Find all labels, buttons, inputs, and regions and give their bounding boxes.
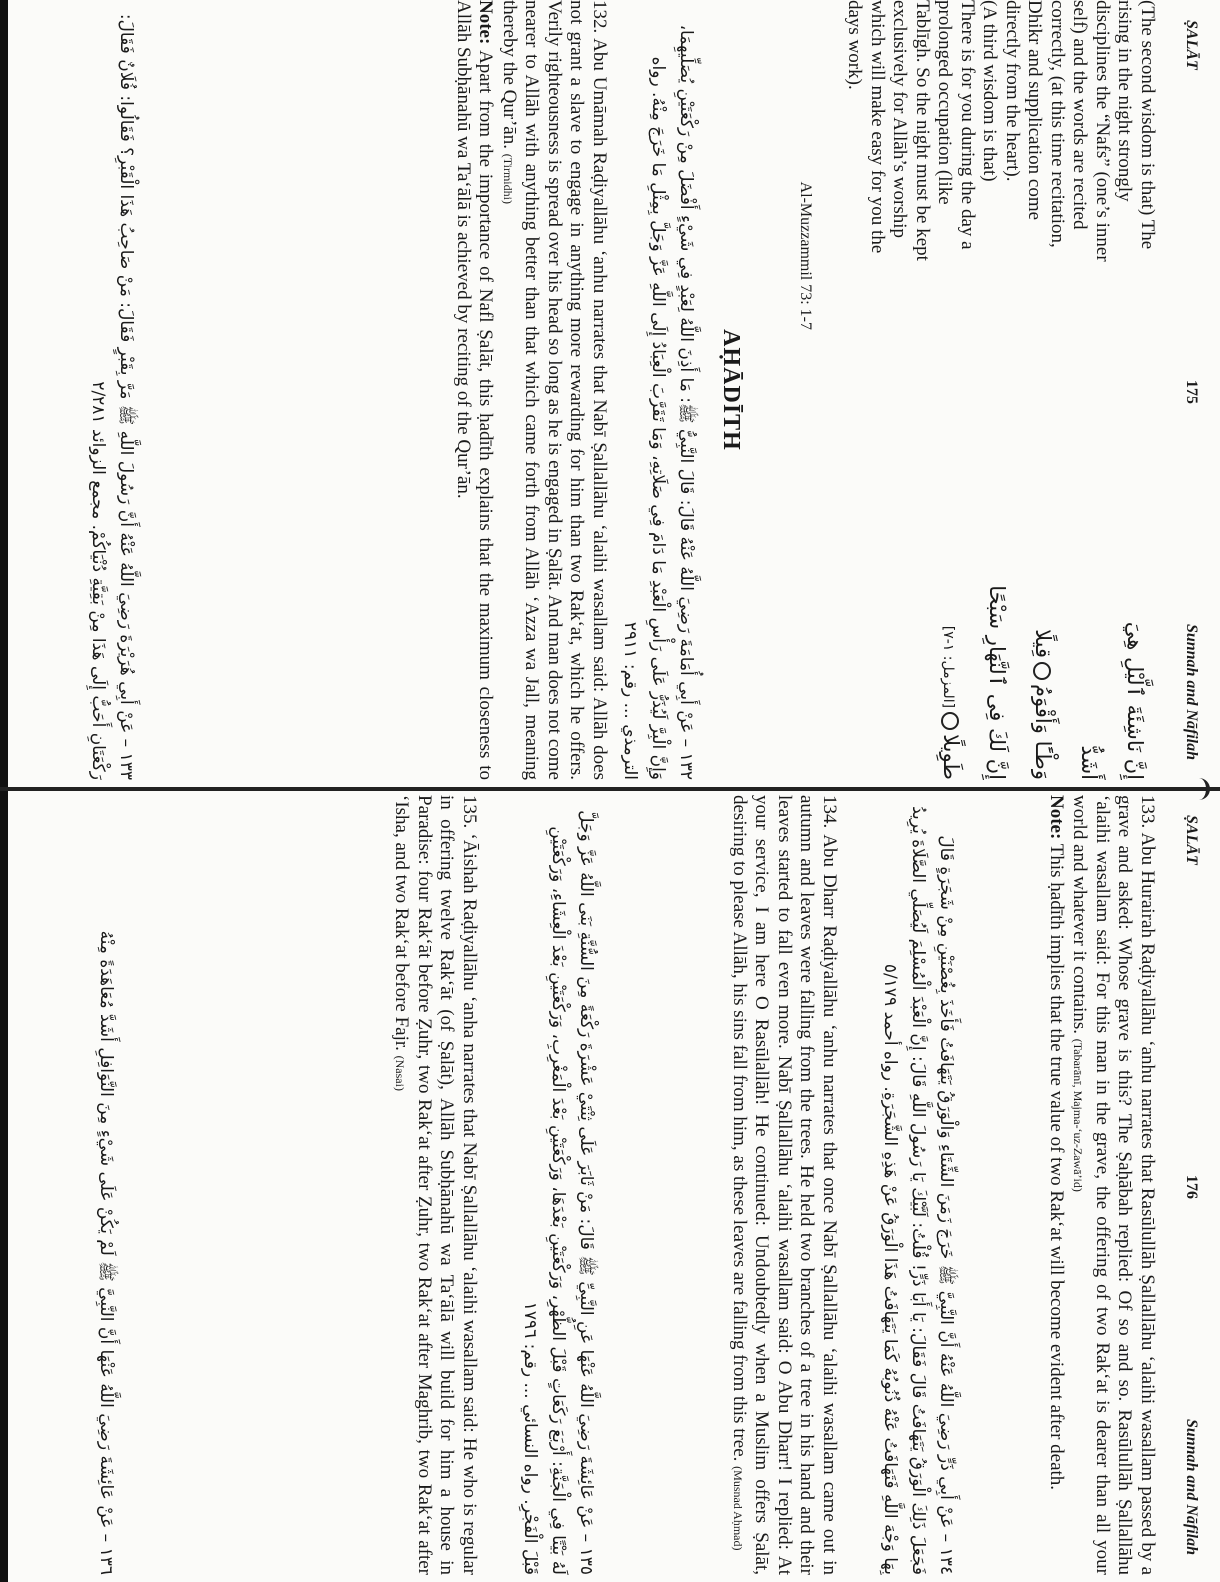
- wisdom-line: (A third wisdom is that): [979, 0, 1001, 182]
- wisdom-line: directly from the heart).: [1002, 0, 1023, 182]
- quran-arabic-line: طَوِيلًا[المزمل: ١-٧]: [939, 625, 963, 780]
- hadith-132-source: (Tirmidhi): [501, 153, 515, 204]
- page-175: [0, 0, 1220, 780]
- note-label: Note:: [475, 0, 497, 45]
- running-head-left: ṢALĀT: [1183, 20, 1200, 70]
- wisdom-line: correctly, (at this time recitation,: [1047, 0, 1068, 248]
- wisdom-line: disciplines the “Nafs” (one’s inner: [1092, 0, 1113, 262]
- running-head-left: ṢALĀT: [1183, 815, 1200, 865]
- hadith-132-arabic: ١٣٢ – عَنْ أَبِي أُمَامَةَ رَضِيَ اللَّهُ عَنْهُ قَالَ: قَالَ النَّبِيُّ ﷺ: مَا أَذِنَ اللَّهُ لِعَبْدٍ فِي شَيْءٍ أَفْضَلَ مِنْ رَكْعَتَيْنِ يُصَلِّيهِمَا، وَإِنَّ الْبِرَّ لَيُذَرُّ عَلَى رَأْسِ الْعَبْدِ مَا دَامَ فِي صَلَاتِهِ، وَمَا تَقَرَّبَ الْعِبَادُ إِلَى اللَّهِ عَزَّ وَجَلَّ بِمِثْلِ مَا خَرَجَ مِنْهُ. رواه الترمذي ... رقم: ٢٩١١: [620, 24, 696, 780]
- wisdom-line: days work).: [844, 0, 866, 90]
- hadith-132-body: [452, 0, 611, 780]
- quran-arabic-line: إِنَّ نَاشِئَةَ ٱلَّيْلِ هِيَ: [1123, 621, 1147, 780]
- hadith-133-arabic: ١٣٣ – عَنْ أَبِي هُرَيْرَةَ رَضِيَ اللَّهُ عَنْهُ أَنَّ رَسُولَ اللَّهِ ﷺ مَرَّ بِقَبْرٍ فَقَالَ: مَنْ صَاحِبُ هَذَا الْقَبْرِ؟ فَقَالُوا: فُلَانٌ فَقَالَ: رَكْعَتَانِ أَحَبُّ إِلَى هَذَا مِنْ بَقِيَّةِ دُنْيَاكُمْ. مجمع الزوائد ٢/٢٨١: [88, 13, 136, 780]
- wisdom-line: exclusively for Allāh’s worship: [889, 0, 911, 238]
- wisdom-line: prolonged occupation (like: [934, 0, 956, 205]
- quran-arabic-ref: [المزمل: ١-٧]: [940, 625, 956, 709]
- wisdom-line: Tablīgh. So the night must be kept: [912, 0, 933, 261]
- quran-arabic-line: وَطْـًٔا وَأَقْوَمُقِيلًا: [1031, 629, 1055, 780]
- page-175-text-frame: [20, 0, 1200, 780]
- page-number: 176: [1183, 1175, 1200, 1199]
- verse-end-mark-icon: [941, 712, 959, 730]
- wisdom-line: self) and the words are recited: [1069, 0, 1091, 230]
- wisdom-line: Dhikr and supplication come: [1024, 0, 1046, 221]
- section-heading: AḤĀDĪTH: [718, 329, 744, 451]
- page-number: 175: [1183, 380, 1200, 404]
- wisdom-line: rising in the night strongly: [1114, 0, 1136, 202]
- hadith-134-arabic: ١٣٤ – عَنْ أَبِي ذَرٍّ رَضِيَ اللَّهُ عَنْهُ أَنَّ النَّبِيَّ ﷺ خَرَجَ زَمَنَ الشِّتَاءِ وَالْوَرَقُ يَتَهَافَتُ فَأَخَذَ بِغُصْنَيْنِ مِنْ شَجَرَةٍ قَالَ فَجَعَلَ ذَلِكَ الْوَرَقُ يَتَهَافَتُ قَالَ فَقَالَ: يَا أَبَا ذَرٍّ! قُلْتُ: لَبَّيْكَ يَا رَسُولَ اللَّهِ قَالَ: إِنَّ الْعَبْدَ الْمُسْلِمَ لَيُصَلِّي الصَّلَاةَ يُرِيدُ بِهَا وَجْهَ اللَّهِ فَتَهَافَتُ عَنْهُ ذُنُوبُهُ كَمَا يَتَهَافَتُ هَذَا الْوَرَقُ عَنْ هَذِهِ الشَّجَرَةِ. رواه أحمد ٥/١٧٩: [880, 806, 956, 1575]
- note-label: Note:: [1046, 795, 1067, 840]
- hadith-135-body: [389, 795, 480, 1575]
- page-176: [0, 795, 1220, 1575]
- hadith-135-arabic: ١٣٥ – عَنْ عَائِشَةَ رَضِيَ اللَّهُ عَنْهَا عَنِ النَّبِيِّ ﷺ قَالَ: مَنْ ثَابَرَ عَلَى ثِنْتَيْ عَشْرَةَ رَكْعَةً مِنَ السُّنَّةِ بَنَى اللَّهُ عَزَّ وَجَلَّ لَهُ بَيْتًا فِي الْجَنَّةِ: أَرْبَعَ رَكَعَاتٍ قَبْلَ الظُّهْرِ، وَرَكْعَتَيْنِ بَعْدَهَا، وَرَكْعَتَيْنِ بَعْدَ الْمَغْرِبِ، وَرَكْعَتَيْنِ بَعْدَ الْعِشَاءِ، وَرَكْعَتَيْنِ قَبْلَ الْفَجْرِ. رواه النسائي ... رقم: ١٧٩٦: [520, 810, 596, 1575]
- wisdom-line: (The second wisdom is that) The: [1137, 0, 1158, 250]
- verse-reference: Al-Muzzammil 73: 1-7: [797, 181, 814, 330]
- running-head: [1174, 815, 1200, 1555]
- hadith-134-text: 134. Abu Dharr Raḍiyallāhu ‘anhu narrates that once Nabī Ṣallallāhu ‘alaihi wasallam came out in autumn and leaves were falling from the trees. He held two branches of a tree in his hand and their leaves started to fall even more. Nabī Ṣallallāhu ‘alaihi wasallam said: O Abu Dharr! I replied: At your service, I am here O Rasūlallāh! He continued: Undoubtedly when a Muslim offers Ṣalāt, desiring to please Allāh, his sins fall from him, as these leaves are falling from this tree.: [729, 795, 840, 1575]
- note-132-text: Apart from the importance of Nafl Ṣalāt, this ḥadīth explains that the maximum closeness to Allāh Subḥānahū wa Ta‘ālā is achieved by reciting of the Qur’ān.: [453, 0, 497, 780]
- verse-end-mark-icon: [1033, 662, 1051, 680]
- wisdom-column: [843, 0, 1158, 330]
- note-133-text: This ḥadīth implies that the true value of two Rak‘at will become evident after death.: [1046, 843, 1067, 1491]
- hadith-134-source: (Musnad Aḥmad): [731, 1466, 745, 1551]
- running-head-right: Sunnah and Nāfilah: [1183, 1418, 1200, 1555]
- hadith-135-text: 135. ‘Āishah Raḍiyallāhu ‘anha narrates that Nabī Ṣallallāhu ‘alaihi wasallam said: He who is regular in offering twelve Rak‘āt (of Ṣalāt), Allāh Subḥānahū wa Ta‘ālā will build for him a house in Paradise: four Rak‘āt before Ẓuhr, two Rak‘at after Ẓuhr, two Rak‘at after Maghrib, two Rak‘at after ‘Isha, and two Rak‘at before Fajr.: [391, 795, 480, 1575]
- hadith-133-text: 133. Abu Hurairah Raḍiyallāhu ‘anhu narrates that Rasūlullāh Ṣallallāhu ‘alaihi wasallam passed by a grave and asked: Whose grave is this? The Ṣaḥābah replied: Of so and so. Rasūlullāh Ṣallallāhu ‘alaihi wasallam said: For this man in the grave, the offering of two Rak‘at is dearer than all your world and whatever it contains.: [1069, 795, 1158, 1575]
- running-head-right: Sunnah and Nāfilah: [1183, 623, 1200, 760]
- wisdom-line: which will make easy for you the: [867, 0, 888, 254]
- page-176-text-frame: [20, 795, 1200, 1575]
- hadith-136-arabic: ١٣٦ – عَنْ عَائِشَةَ رَضِيَ اللَّهُ عَنْهَا أَنَّ النَّبِيَّ ﷺ لَمْ يَكُنْ عَلَى شَيْءٍ مِنَ النَّوَافِلِ أَشَدَّ مُعَاهَدَةً مِنْهُ: [96, 930, 116, 1575]
- running-head: [1174, 20, 1200, 760]
- hadith-133-body: [1045, 795, 1159, 1575]
- wisdom-line: There is for you during the day a: [957, 0, 978, 250]
- page-fold: [0, 787, 1220, 791]
- hadith-135-source: (Nasai): [393, 1055, 408, 1091]
- quran-arabic-column: [925, 510, 1158, 780]
- hadith-132-text: 132. Abu Umāmah Raḍiyallāhu ‘anhu narrates that Nabī Ṣallallāhu ‘alaihi wasallam said: Allāh does not grant a slave to engage in anything more rewarding for him than two Rak‘at, which he offers. Verily righteousness is spread over his head so long as he is engaged in Ṣalāt. And man does not come nearer to Allāh with anything better than that which came forth from Allāh ‘Azza wa Jall, meaning thereby the Qur’ān.: [499, 0, 610, 780]
- hadith-133-source: (Tabarānī, Majma-‘uz-Zawā’id): [1071, 1038, 1086, 1192]
- quran-arabic-line: أَشَدُّ: [1077, 745, 1101, 780]
- hadith-134-body: [727, 795, 841, 1575]
- quran-arabic-line: إِنَّ لَكَ فِى ٱلنَّهَارِ سَبْحًا: [985, 585, 1009, 780]
